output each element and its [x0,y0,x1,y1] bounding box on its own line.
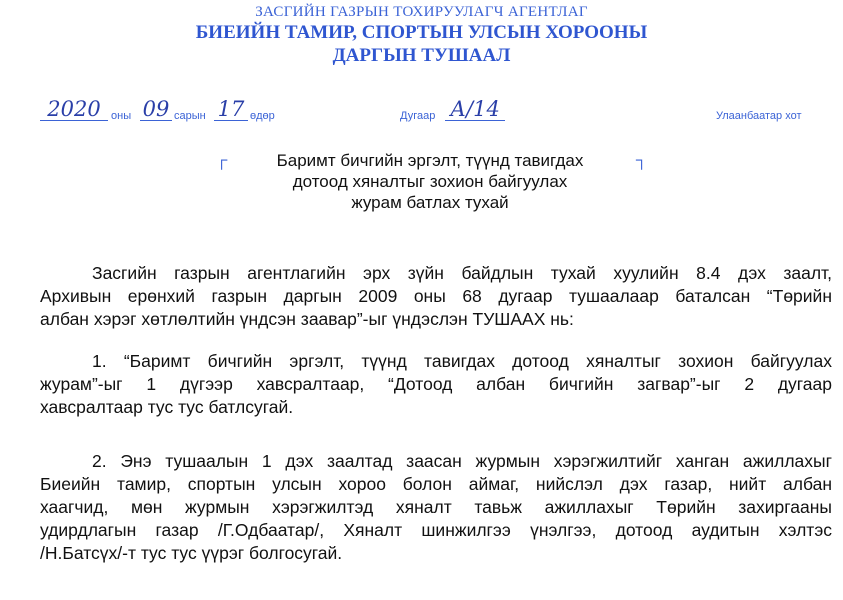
header-agency: ЗАСГИЙН ГАЗРЫН ТОХИРУУЛАГЧ АГЕНТЛАГ [255,4,588,20]
header-title: БИЕИЙН ТАМИР, СПОРТЫН УЛСЫН ХОРООНЫ [195,22,648,43]
item-1-line: 1. “Баримт бичгийн эргэлт, түүнд тавигдах дотоод хяналтыг зохион байгуулах [92,351,832,371]
year-label: оны [111,110,132,122]
item-2-line: Биеийн тамир, спортын улсын хороо болон аймаг, нийслэл дэх газар, нийт албан [40,474,832,494]
day-label: өдөр [250,110,275,122]
subject-line: журам батлах тухай [351,193,509,212]
preamble-line: Засгийн газрын агентлагийн эрх зүйн байдлын тухай хуулийн 8.4 дэх заалт, [92,263,832,283]
preamble-line: албан хэрэг хөтлөлтийн үндсэн заавар”-ыг үндэслэн ТУШААХ нь: [40,309,574,329]
item-2-line: удирдлагын газар /Г.Одбаатар/, Хяналт шинжилгээ үнэлгээ, дотоод аудитын хэлтэс [40,520,832,540]
month-value: 09 [140,98,172,121]
subject-block [250,150,610,213]
city-label: Улаанбаатар хот [716,110,802,122]
bracket-left-icon: ┌ [216,152,228,169]
item-1-line: журам”-ыг 1 дүгээр хавсралтаар, “Дотоод албан бичгийн загвар”-ыг 2 дугаар [40,374,832,394]
subject-line: дотоод хяналтыг зохион байгуулах [292,172,568,191]
item-2-line: 2. Энэ тушаалын 1 дэх заалтад заасан журмын хэрэгжилтийг ханган ажиллахыг [92,451,832,471]
item-2-line: хаагчид, мөн журмын хэрэгжилтэд хяналт тавьж ажиллахыг Төрийн захиргааны [40,497,832,517]
day-value: 17 [214,98,248,121]
month-label: сарын [174,110,206,122]
item-2-line: /Н.Батсүх/-т тус тус үүрэг болгосугай. [40,543,343,563]
item-1-paragraph [40,350,832,419]
subject-line: Баримт бичгийн эргэлт, түүнд тавигдах [276,151,584,170]
item-1-line: хавсралтаар тус тус батлсугай. [40,397,294,417]
bracket-right-icon: ┐ [636,152,648,169]
header-subtitle: ДАРГЫН ТУШААЛ [332,45,511,66]
preamble-line: Архивын ерөнхий газрын даргын 2009 оны 68 дугаар тушаалаар баталсан “Төрийн [40,286,832,306]
number-label: Дугаар [400,110,436,122]
preamble-paragraph [40,262,832,331]
item-2-paragraph [40,450,832,565]
year-value: 2020 [40,98,108,121]
number-value: А/14 [445,98,505,121]
